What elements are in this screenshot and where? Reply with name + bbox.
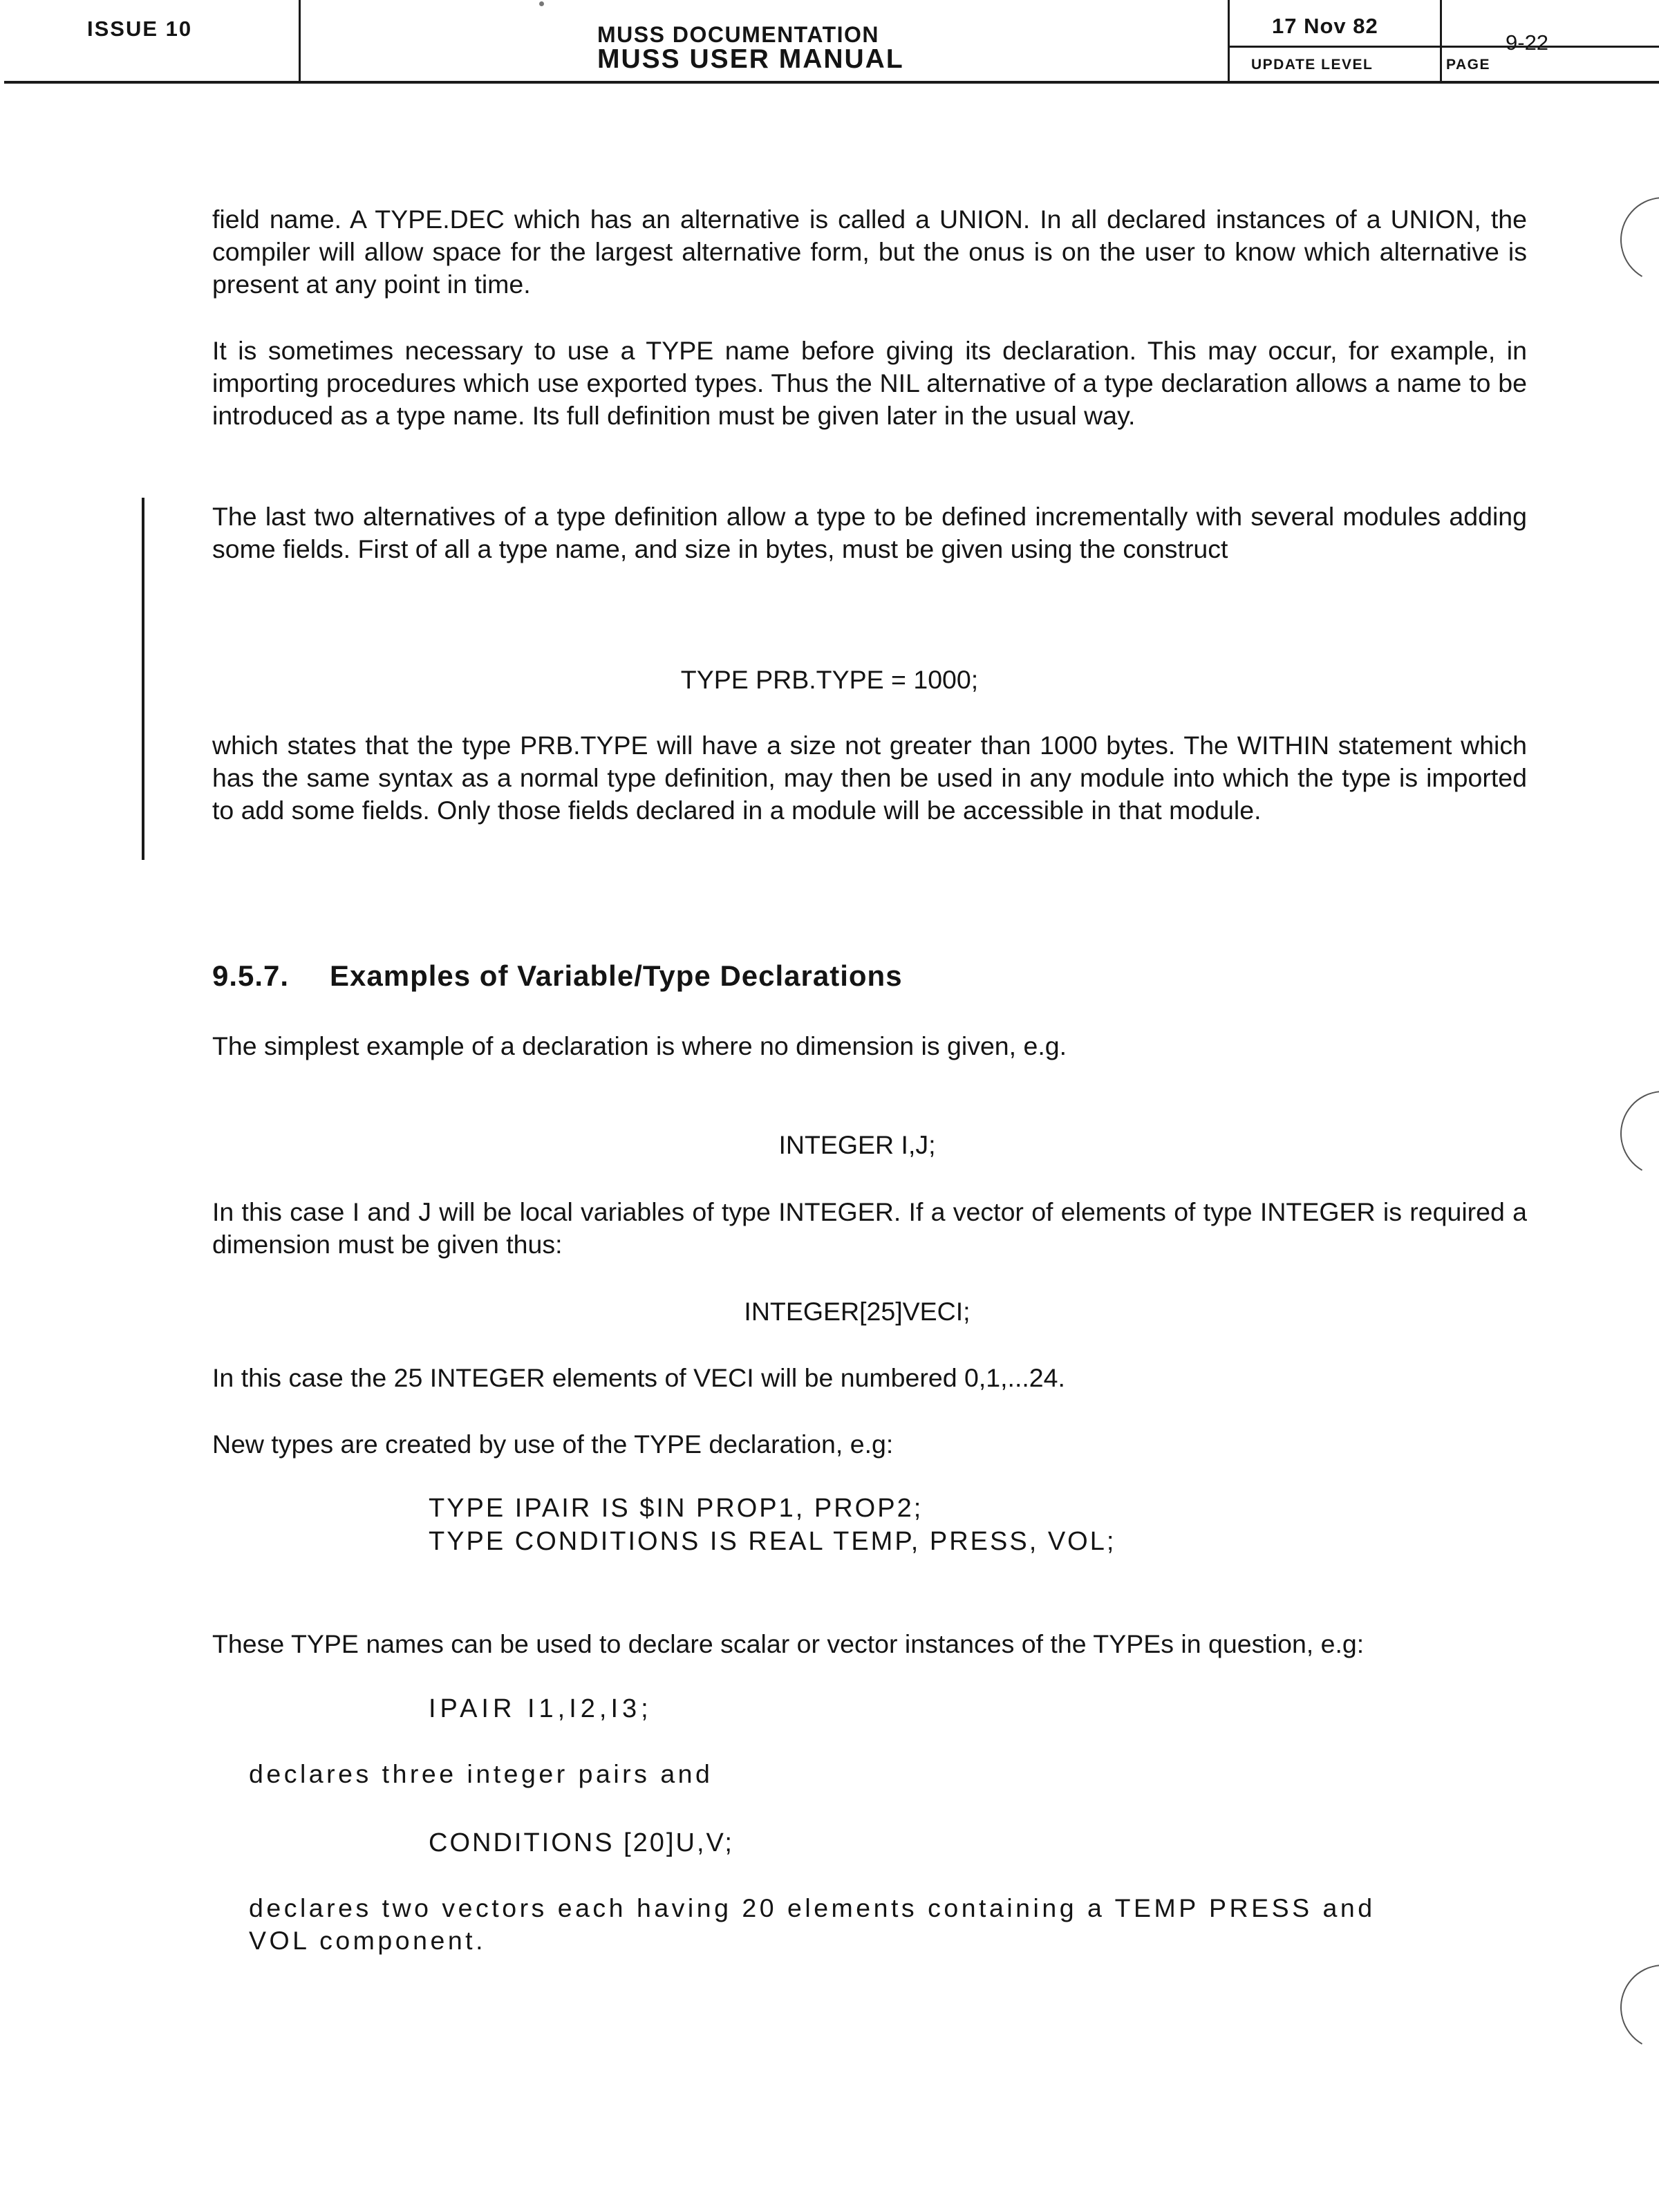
paragraph-line: VOL component. <box>249 1926 487 1955</box>
page-number: 9-22 <box>1506 30 1549 55</box>
punch-hole-mark <box>1611 1955 1659 2060</box>
paragraph: declares three integer pairs and <box>249 1759 713 1788</box>
paragraph: The simplest example of a declaration is where no dimension is given, e.g. <box>212 1031 1067 1060</box>
paragraph <box>249 1892 1376 1957</box>
page-header <box>0 0 1659 84</box>
header-divider <box>1228 46 1659 48</box>
paragraph: field name. A TYPE.DEC which has an alternative is called a UNION. In all declared instances of a UNION, the compiler will allow space for the largest alternative form, but the onus is on the user to know which alternative is present at any point in time. <box>212 205 1527 299</box>
code-line: TYPE IPAIR IS $IN PROP1, PROP2; <box>429 1494 924 1523</box>
paragraph-line: declares two vectors each having 20 elements containing a TEMP PRESS and <box>249 1893 1376 1922</box>
code-example: IPAIR I1,I2,I3; <box>429 1694 653 1723</box>
code-line: TYPE CONDITIONS IS REAL TEMP, PRESS, VOL; <box>429 1527 1116 1556</box>
header-rule <box>4 81 1659 84</box>
paragraph: New types are created by use of the TYPE declaration, e.g: <box>212 1430 894 1459</box>
page-label: PAGE <box>1446 57 1490 73</box>
paragraph: which states that the type PRB.TYPE will have a size not greater than 1000 bytes. The WITHIN statement which has the same syntax as a normal type definition, may then be used in any module into which the type is imported to add some fields. Only those fields declared in a module will be accessible in that module. <box>212 731 1527 825</box>
issue-date: 17 Nov 82 <box>1272 14 1378 38</box>
scan-speck <box>539 1 544 6</box>
manual-title: MUSS USER MANUAL <box>597 44 904 74</box>
paragraph: It is sometimes necessary to use a TYPE name before giving its declaration. This may occur, for example, in importing procedures which use exported types. Thus the NIL alternative of a type declaration allows a name to be introduced as a type name. Its full definition must be given later in the usual way. <box>212 336 1527 430</box>
section-number: 9.5.7. <box>212 959 290 992</box>
header-divider <box>1228 0 1230 82</box>
paragraph: These TYPE names can be used to declare scalar or vector instances of the TYPEs in question, e.g: <box>212 1629 1365 1658</box>
issue-label: ISSUE 10 <box>87 17 193 41</box>
header-divider <box>1440 0 1442 82</box>
paragraph: In this case I and J will be local variables of type INTEGER. If a vector of elements of type INTEGER is required a dimension must be given thus: <box>212 1197 1527 1259</box>
code-example <box>429 1492 1116 1558</box>
code-example: CONDITIONS [20]U,V; <box>429 1828 734 1857</box>
paragraph: In this case the 25 INTEGER elements of VECI will be numbered 0,1,...24. <box>212 1363 1065 1392</box>
code-example: TYPE PRB.TYPE = 1000; <box>680 665 979 694</box>
code-example: INTEGER I,J; <box>778 1130 936 1159</box>
doc-series-title: MUSS DOCUMENTATION <box>597 22 880 47</box>
punch-hole-mark <box>1611 187 1659 292</box>
update-level-label: UPDATE LEVEL <box>1251 57 1374 73</box>
section-title: Examples of Variable/Type Declarations <box>330 959 903 992</box>
section-heading <box>212 959 903 993</box>
code-example: INTEGER[25]VECI; <box>744 1297 971 1326</box>
header-divider <box>299 0 301 82</box>
paragraph: The last two alternatives of a type definition allow a type to be defined incrementally with several modules adding some fields. First of all a type name, and size in bytes, must be given using the construct <box>212 502 1527 563</box>
